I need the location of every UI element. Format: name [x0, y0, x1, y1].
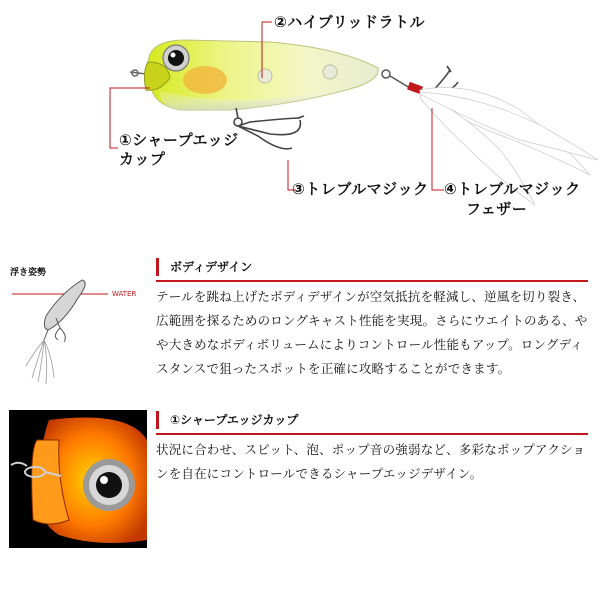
section-title: ボディデザイン: [170, 260, 253, 274]
section-marker: [156, 258, 159, 276]
callout-sharp-edge-cup-line2: カップ: [119, 150, 166, 168]
float-posture-label: 浮き姿勢: [10, 268, 47, 278]
section-body-design-text: テールを跳ね上げたボディデザインが空気抵抗を軽減し、逆風を切り裂き、広範囲を探るためのロングキャスト性能を実現。さらにウエイトのある、やや大きめなボディボリュームによりコントロール性能もアップ。ロングディスタンスで狙ったスポットを正確に攻略することができます。: [156, 289, 588, 376]
callout-treble-magic: ③トレブルマジック: [292, 180, 429, 198]
section-title: ①シャープエッジカップ: [170, 413, 299, 427]
callout-treble-feather-line2: フェザー: [466, 200, 528, 218]
callout-sharp-edge-cup-line1: ①シャープエッジ: [119, 131, 239, 149]
water-label: WATER: [112, 290, 137, 298]
belly-treble-hook: [234, 108, 304, 149]
callout-hybrid-rattle: ②ハイブリッドラトル: [274, 13, 426, 31]
callout-treble-feather-line1: ④トレブルマジック: [444, 180, 581, 198]
section-cup-text: 状況に合わせ、スピット、泡、ポップ音の強弱など、多彩なポップアクションを自在にコントロールできるシャープエッジデザイン。: [156, 442, 586, 481]
section-body-design-header: [156, 254, 588, 282]
section-marker: [156, 411, 159, 429]
section-cup-header: [156, 407, 588, 435]
lure-eye: [163, 45, 189, 71]
line-tie: [130, 70, 146, 76]
cup-closeup-photo: [9, 410, 147, 548]
